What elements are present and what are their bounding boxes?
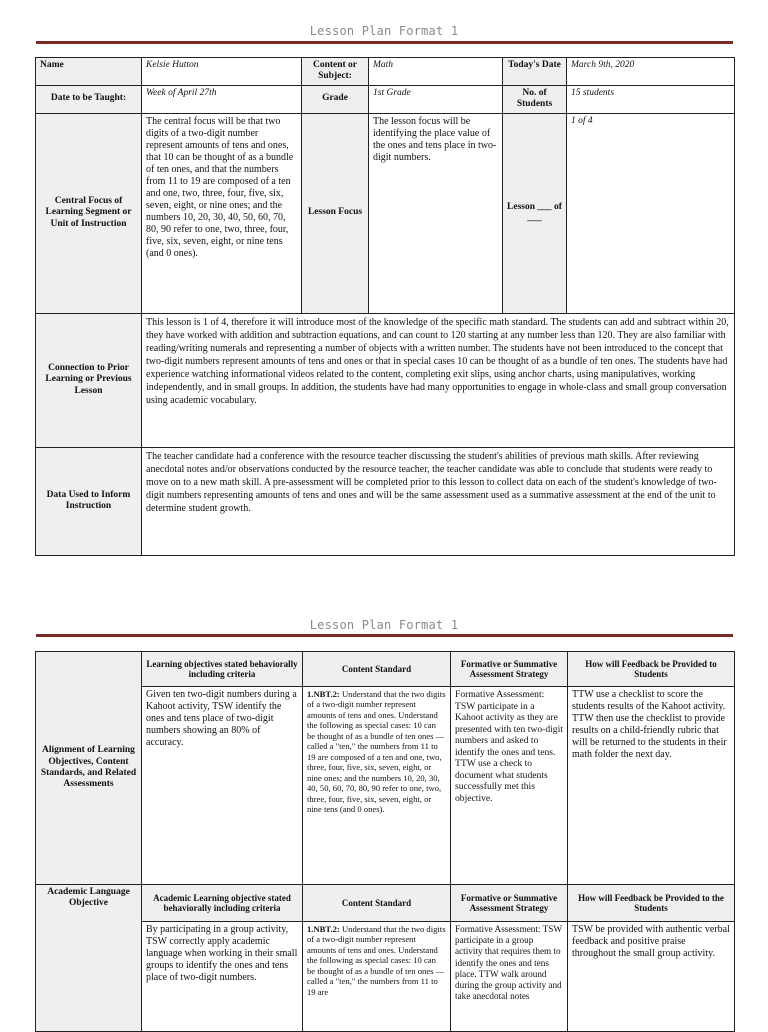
standard-body-2: Understand that the two digits of a two-digit number represent amounts of tens and ones. Understand the following as special cases: 10 can be thought of as a bundle of ten ones — called a "ten," the numbers from 11 to 19 are [307,924,446,997]
grade-value: 1st Grade [369,85,503,113]
standard-text-2 [303,922,451,1032]
num-students-value: 15 students [567,85,735,113]
date-taught-label: Date to be Taught: [36,85,142,113]
lesson-info-table [35,57,735,556]
central-focus-label: Central Focus of Learning Segment or Unit of Instruction [36,113,142,313]
standard-header: Content Standard [303,652,451,687]
academic-language-label: Academic Language Objective [36,885,142,1032]
num-students-label: No. of Students [503,85,567,113]
today-value: March 9th, 2020 [567,58,735,86]
lesson-of-value: 1 of 4 [567,113,735,313]
name-label: Name [36,58,142,86]
date-taught-value: Week of April 27th [142,85,302,113]
feedback-header: How will Feedback be Provided to Students [568,652,735,687]
lesson-focus-label: Lesson Focus [302,113,369,313]
alignment-label: Alignment of Learning Objectives, Content Standards, and Related Assessments [36,652,142,885]
page-title: Lesson Plan Format 1 [309,24,459,38]
data-inform-label: Data Used to Inform Instruction [36,447,142,555]
lesson-focus-value: The lesson focus will be identifying the place value of the ones and tens place in two-digit numbers. [369,113,503,313]
objectives-header: Learning objectives stated behaviorally including criteria [142,652,303,687]
central-focus-value: The central focus will be that two digits of a two-digit number represent amounts of tens and ones, that 10 can be thought of as a bundle of ten ones, and that the numbers from 11 to 19 are composed of a ten and one, two, three, four, five, six, seven, eight, or nine ones; and the numbers 10, 20, 30, 40, 50, 60, 70, 80, 90 refer to one, two, three, four, five, six, seven, eight, or nine tens (and 0 ones). [142,113,302,313]
connection-label: Connection to Prior Learning or Previous Lesson [36,313,142,447]
title-rule [36,41,733,44]
title-rule-2 [36,634,733,637]
connection-value: This lesson is 1 of 4, therefore it will introduce most of the knowledge of the specific math standard. The students can add and subtract within 20, they have worked with addition and subtraction equations, and can count to 120 starting at any number less than 120. They are also familiar with reading/writing numerals and representing a number of objects with a written number. The students have not been introduced to the concept that two-digit numbers represent amounts of tens and ones or that in special cases 10 can be thought of as a bundle of ten ones. The students have had experience watching informational videos related to the content, completing exit slips, using anchor charts, using manipulatives, working independently, and in small groups. In addition, the students have had many opportunities to engage in whole-class and small group conversation using academic vocabulary. [142,313,735,447]
data-inform-value: The teacher candidate had a conference with the resource teacher discussing the student's abilities of previous math skills. After reviewing anecdotal notes and/or observations conducted by the resource teacher, the teacher candidate was able to conclude that students were ready to move on to a new math skill. A pre-assessment will be completed prior to this lesson to collect data on each of the student's knowledge of two-digit numbers representing amounts of tens and ones and will be the same assessment used as a summative assessment at the end of the unit to determine student growth. [142,447,735,555]
feedback-text-2: TSW be provided with authentic verbal feedback and positive praise throughout the small group activity. [568,922,735,1032]
standard-header-2: Content Standard [303,885,451,922]
standard-code: 1.NBT.2: [307,689,340,699]
grade-label: Grade [302,85,369,113]
assessment-header: Formative or Summative Assessment Strategy [451,652,568,687]
standard-body: Understand that the two digits of a two-digit number represent amounts of tens and ones. Understand the following as special cases: 10 can be thought of as a bundle of ten ones — called a "ten," the numbers from 11 to 19 are composed of a ten and one, two, three, four, five, six, seven, eight, or nine ones; and the numbers 10, 20, 30, 40, 50, 60, 70, 80, 90 refer to one, two, three, four, five, six, seven, eight, or nine tens (and 0 ones). [307,689,446,815]
objective-text: Given ten two-digit numbers during a Kahoot activity, TSW identify the ones and tens place of two-digit numbers showing an 80% of accuracy. [142,687,303,885]
lesson-of-label: Lesson ___ of ___ [503,113,567,313]
assessment-text: Formative Assessment: TSW participate in a Kahoot activity as they are presented with ten two-digit numbers and asked to identify the ones and tens. TTW use a check to document what students successfully met this objective. [451,687,568,885]
objectives-header-2: Academic Learning objective stated behaviorally including criteria [142,885,303,922]
content-value: Math [369,58,503,86]
objectives-table [35,651,735,1032]
feedback-text: TTW use a checklist to score the students results of the Kahoot activity. TTW then use the checklist to provide results on a child-friendly rubric that will be returned to the students in their math folder the next day. [568,687,735,885]
standard-text [303,687,451,885]
objective-text-2: By participating in a group activity, TSW correctly apply academic language when working in their small groups to identify the ones and tens place of two-digit numbers. [142,922,303,1032]
content-label: Content or Subject: [302,58,369,86]
page-title-2: Lesson Plan Format 1 [309,618,459,632]
today-label: Today's Date [503,58,567,86]
feedback-header-2: How will Feedback be Provided to the Students [568,885,735,922]
assessment-header-2: Formative or Summative Assessment Strategy [451,885,568,922]
assessment-text-2: Formative Assessment: TSW participate in a group activity that requires them to identify the ones and tens place. TTW walk around during the group activity and take anecdotal notes [451,922,568,1032]
standard-code-2: 1.NBT.2: [307,924,340,934]
name-value: Kelsie Hutton [142,58,302,86]
